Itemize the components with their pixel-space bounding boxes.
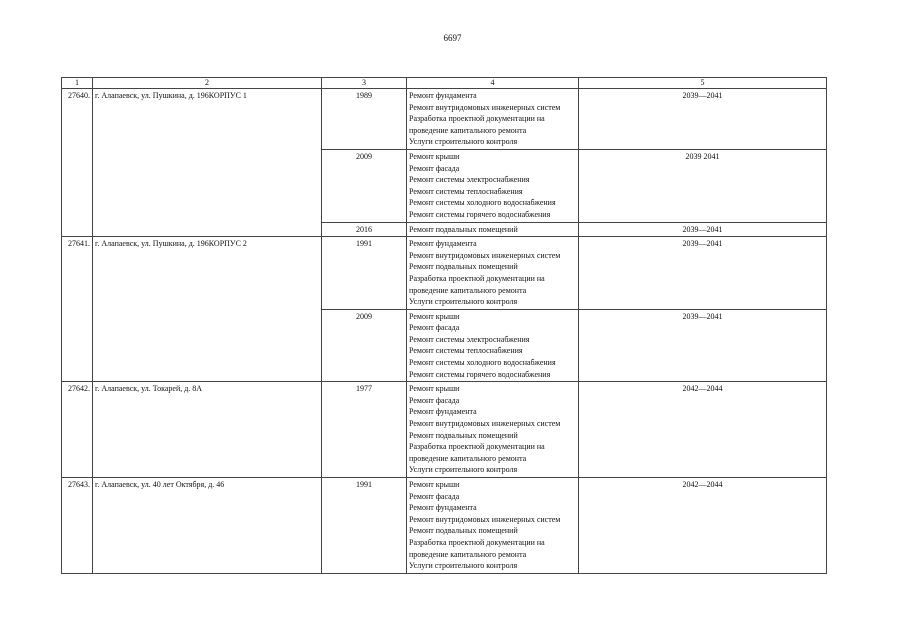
work-item: Услуги строительного контроля	[409, 561, 518, 571]
work-item: Ремонт системы теплоснабжения	[409, 186, 523, 196]
row-number: 27641.	[62, 237, 93, 382]
column-header: 1	[62, 78, 93, 89]
table-body	[62, 78, 827, 574]
work-item: Ремонт системы теплоснабжения	[409, 346, 523, 356]
work-item: Ремонт системы холодного водоснабжения	[409, 358, 556, 368]
work-item: Ремонт подвальных помещений	[409, 262, 518, 272]
work-item: Услуги строительного контроля	[409, 137, 518, 147]
repair-period: 2039 2041	[579, 149, 827, 222]
repair-period: 2039—2041	[579, 237, 827, 310]
construction-year: 1991	[322, 478, 407, 574]
work-item: Ремонт фасада	[409, 395, 460, 405]
repair-period: 2042—2044	[579, 382, 827, 478]
column-header: 3	[322, 78, 407, 89]
repair-period: 2039—2041	[579, 222, 827, 237]
building-address: г. Алапаевск, ул. Пушкина, д. 196КОРПУС 2	[93, 237, 322, 382]
row-number: 27642.	[62, 382, 93, 478]
work-item: Разработка проектной документации на	[409, 114, 545, 124]
work-item: Ремонт внутридомовых инженерных систем	[409, 419, 561, 429]
work-item: Ремонт фундамента	[409, 503, 477, 513]
work-item: Ремонт фасада	[409, 491, 460, 501]
column-header: 2	[93, 78, 322, 89]
work-item: Ремонт системы горячего водоснабжения	[409, 209, 551, 219]
page-number: 6697	[443, 33, 462, 43]
works-list	[407, 237, 579, 310]
work-item: проведение капитального ремонта	[409, 125, 527, 135]
table-row	[62, 382, 827, 478]
work-item: Ремонт крыши	[409, 151, 460, 161]
work-item: Ремонт фундамента	[409, 407, 477, 417]
table-row	[62, 478, 827, 574]
column-header: 5	[579, 78, 827, 89]
construction-year: 1989	[322, 89, 407, 150]
column-number-row	[62, 78, 827, 89]
work-item: Ремонт подвальных помещений	[409, 224, 518, 234]
table-row	[62, 89, 827, 150]
work-item: проведение капитального ремонта	[409, 453, 527, 463]
row-number: 27643.	[62, 478, 93, 574]
work-item: Ремонт крыши	[409, 384, 460, 394]
repair-period: 2042—2044	[579, 478, 827, 574]
repair-period: 2039—2041	[579, 89, 827, 150]
work-item: Ремонт внутридомовых инженерных систем	[409, 250, 561, 260]
works-list	[407, 309, 579, 382]
work-item: Ремонт подвальных помещений	[409, 526, 518, 536]
work-item: Ремонт подвальных помещений	[409, 430, 518, 440]
works-list	[407, 222, 579, 237]
work-item: Разработка проектной документации на	[409, 442, 545, 452]
works-list	[407, 89, 579, 150]
work-item: Ремонт внутридомовых инженерных систем	[409, 514, 561, 524]
work-item: Услуги строительного контроля	[409, 297, 518, 307]
work-item: Ремонт крыши	[409, 311, 460, 321]
work-item: проведение капитального ремонта	[409, 549, 527, 559]
work-item: Ремонт фундамента	[409, 239, 477, 249]
work-item: Ремонт фасада	[409, 163, 460, 173]
building-address: г. Алапаевск, ул. Пушкина, д. 196КОРПУС 1	[93, 89, 322, 237]
work-item: Ремонт крыши	[409, 480, 460, 489]
construction-year: 2009	[322, 309, 407, 382]
work-item: Услуги строительного контроля	[409, 465, 518, 475]
construction-year: 2009	[322, 149, 407, 222]
repair-period: 2039—2041	[579, 309, 827, 382]
work-item: Ремонт системы горячего водоснабжения	[409, 369, 551, 379]
work-item: Разработка проектной документации на	[409, 273, 545, 283]
construction-year: 2016	[322, 222, 407, 237]
work-item: Ремонт системы электроснабжения	[409, 334, 530, 344]
works-list	[407, 382, 579, 478]
works-list	[407, 149, 579, 222]
work-item: Ремонт внутридомовых инженерных систем	[409, 102, 561, 112]
construction-year: 1991	[322, 237, 407, 310]
column-header: 4	[407, 78, 579, 89]
building-address: г. Алапаевск, ул. 40 лет Октября, д. 46	[93, 478, 322, 574]
building-address: г. Алапаевск, ул. Токарей, д. 8А	[93, 382, 322, 478]
work-item: Ремонт системы электроснабжения	[409, 175, 530, 185]
construction-year: 1977	[322, 382, 407, 478]
work-item: Разработка проектной документации на	[409, 537, 545, 547]
repair-schedule-table	[61, 77, 827, 574]
work-item: Ремонт фундамента	[409, 91, 477, 100]
table-row	[62, 237, 827, 310]
row-number: 27640.	[62, 89, 93, 237]
work-item: проведение капитального ремонта	[409, 285, 527, 295]
work-item: Ремонт фасада	[409, 323, 460, 333]
work-item: Ремонт системы холодного водоснабжения	[409, 198, 556, 208]
works-list	[407, 478, 579, 574]
